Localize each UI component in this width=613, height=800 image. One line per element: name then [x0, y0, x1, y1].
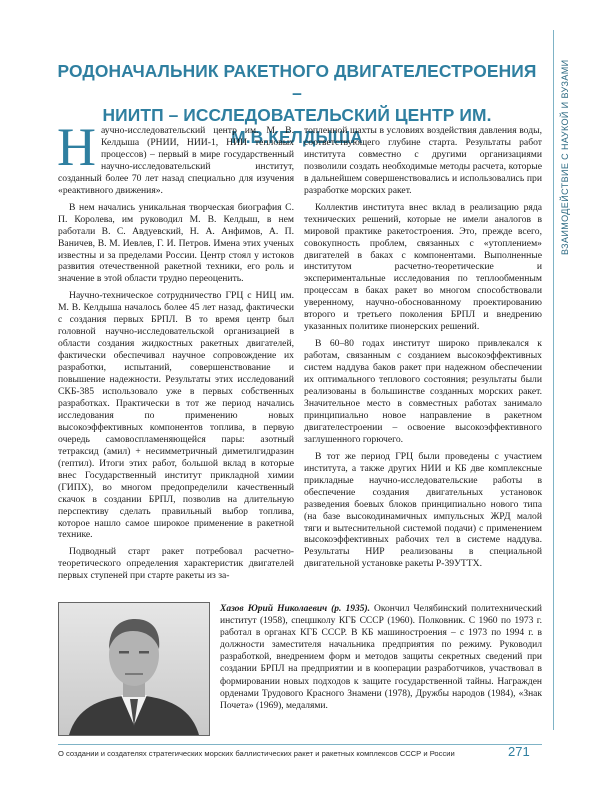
paragraph: В тот же период ГРЦ были проведены с участием института, а также других НИИ и КБ две комплексные прикладные научно-исследовательские работы в обеспечение создания двигательных установок разведения боевых блоков принципиально нового типа (на базе высокодинамичных импульсных ЖРД малой тяги и вытеснительной системой подачи) с применением высокоэффективных рабочих тел в системе наддува. Результаты НИР реализованы в специальной двигательной установке ракеты Р-39УТТХ. — [304, 450, 542, 570]
side-rule — [553, 30, 554, 730]
portrait-image — [59, 603, 209, 735]
paragraph-text: аучно-исследовательский центр им. М. В. Келдыша (РНИИ, НИИ-1, НИИ тепловых процессов) – первый в мире государственный научно-исследовательский институт, созданный более 70 лет назад специально для изучения «реактивного движения». — [58, 125, 294, 196]
paragraph: Подводный старт ракет потребовал расчетно-теоретического определения характеристик двигателей первых ступеней при старте ракеты из за- — [58, 546, 294, 582]
paragraph — [57, 117, 294, 197]
text-column-left — [57, 117, 294, 582]
title-line-2: НИИТП – ИССЛЕДОВАТЕЛЬСКИЙ ЦЕНТР ИМ. М.В.КЕЛДЫША — [102, 105, 492, 147]
paragraph: топленной шахты в условиях воздействия давления воды, соответствующего глубине старта. Результаты работ института совместно с другими организациями позволили создать необходимые методы расчета, которые в дальнейшем совершенствовались и использовались при разработке морских ракет. — [304, 125, 542, 196]
title-line-1: РОДОНАЧАЛЬНИК РАКЕТНОГО ДВИГАТЕЛЕСТРОЕНИЯ – — [57, 61, 537, 103]
paragraph: В нем начались уникальная творческая биография С. П. Королева, им руководил М. В. Келдыш, в нем работали В. С. Авдуевский, Н. А. Анфимов, А. П. Ваничев, В. М. Иевлев, Г. И. Петров. Имена этих ученых известны и за пределами России. Центр стоял у истоков развития отечественной ракетной техники, его роль и значение в этой области трудно переоценить. — [58, 201, 294, 285]
paragraph: Научно-техническое сотрудничество ГРЦ с НИЦ им. М. В. Келдыша началось более 45 лет назад, фактически с создания первых БРПЛ. В то время центр был головной научно-исследовательской организацией в области создания жидкостных ракетных двигателей, фактически обеспечивал научное сопровождение их разработки, испытаний, совершенствование и повышение надежности. Результаты этих исследований СКБ-385 использовало уже в первых собственных разработках. Практически в тот же период начались исследования по применению новых высокоэффективных компонентов топлива, в первую очередь самовоспламеняющейся пары: азотный тетраксид (амил) + несимметричный диметилгидразин (гептил). Итоги этих работ, большой вклад в которые внес Государственный институт прикладной химии (ГИПХ), во многом предопределили качественный скачок в создании БРПЛ, позволив на длительную перспективу сделать правильный выбор топлива, которое нашло самое широкое применение в ракетной технике. — [58, 290, 294, 541]
bio-name: Хазов Юрий Николаевич (р. 1935). — [220, 604, 371, 614]
drop-cap: Н — [57, 117, 96, 177]
bio-text: Окончил Челябинский политехнический институт (1958), спецшколу КГБ СССР (1960). Полковник. С 1960 по 1973 г. работал в органах КГБ СССР. В КБ машиностроения – с 1973 по 1994 г. в должности заместителя начальника предприятия по режиму. Руководил разработкой, внедрением форм и методов защиты секретных сведений при создании БРПЛ на предприятии и в кооперации разработчиков, участвовал в формировании новых подходов к защите государственной тайны. Награжден орденами Трудового Красного Знамени (1978), Дружбы народов (1984), «Знак Почета» (1969), медалями. — [220, 604, 543, 711]
running-footer: О создании и создателях стратегических морских баллистических ракет и ракетных комплексов СССР и России — [58, 749, 455, 758]
page-number: 271 — [508, 744, 530, 759]
portrait-photo — [58, 602, 210, 736]
biography-caption — [220, 603, 542, 712]
paragraph: Коллектив института внес вклад в реализацию ряда технических решений, которые не имели аналогов в мировой практике ракетостроения. Это, прежде всего, совокупность проблем, связанных с «утоплением» двигателей в баках с компонентами. Выполненные институтом расчетно-теоретические и экспериментальные исследования по теплообменным процессам в баках ракет во многом способствовали уверенному, научно-обоснованному проектированию второго и третьего поколения БРПЛ и внедрению указанных политике пионерских решений. — [304, 201, 542, 333]
paragraph: В 60–80 годах институт широко привлекался к работам, связанным с созданием высокоэффективных систем наддува баков ракет при надежном обеспечении их оптимального теплового состояния; результаты были реализованы в большинстве созданных морских ракет. Значительное место в совместных работах занимало принципиально новое направление в ракетном двигателестроении – освоение высокоэффективного заглушенного горючего. — [304, 338, 542, 445]
footer-rule — [58, 744, 542, 745]
section-side-label: ВЗАИМОДЕЙСТВИЕ С НАУКОЙ И ВУЗАМИ — [560, 59, 570, 255]
text-column-right — [304, 125, 542, 570]
